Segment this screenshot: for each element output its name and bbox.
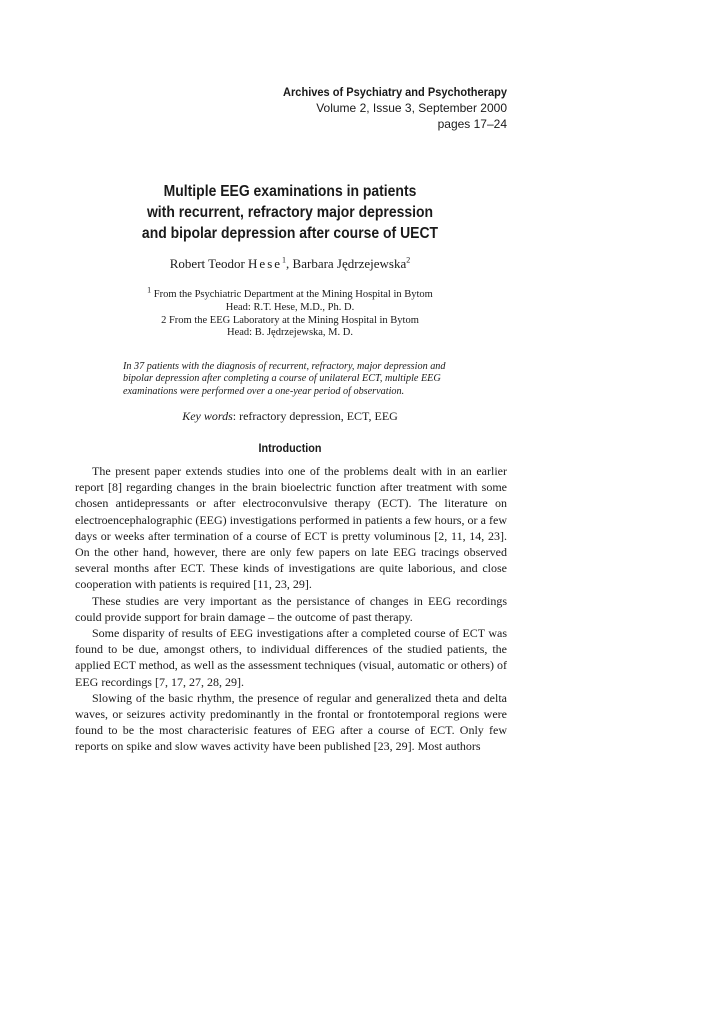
affiliation-1-head: Head: R.T. Hese, M.D., Ph. D. bbox=[225, 301, 355, 313]
author-list bbox=[100, 256, 480, 272]
title-line-1: Multiple EEG examinations in patients bbox=[163, 183, 417, 200]
journal-name: Archives of Psychiatry and Psychotherapy bbox=[283, 85, 507, 99]
abstract-line-2: bipolar depression after completing a course of unilateral ECT, multiple EEG bbox=[123, 373, 441, 385]
title-line-2: with recurrent, refractory major depression bbox=[146, 204, 434, 221]
body-paragraph-3: Some disparity of results of EEG investigations after a completed course of ECT was found to be due, amongst others, to individual differences of the studied patients, the applied ECT method, as well as the assessment techniques (visual, automatic or others) of EEG recordings [7, 17, 27, 28, 29]. bbox=[75, 626, 508, 689]
keywords-label: Key words bbox=[182, 409, 233, 423]
keywords-colon: : bbox=[232, 409, 240, 423]
journal-header bbox=[230, 84, 507, 132]
body-text bbox=[75, 463, 507, 755]
body-paragraph-2: These studies are very important as the persistance of changes in EEG recordings could provide support for brain damage – the outcome of past therapy. bbox=[75, 593, 507, 624]
keywords bbox=[100, 408, 480, 424]
affiliations bbox=[100, 285, 480, 340]
affiliation-1 bbox=[100, 285, 480, 302]
author-1-affiliation-mark: 1 bbox=[282, 255, 287, 265]
abstract-line-3: examinations were performed over a one-year period of observation. bbox=[123, 385, 405, 397]
section-heading bbox=[100, 440, 480, 456]
affiliation-1-mark: 1 bbox=[147, 285, 152, 295]
affiliation-1-text: From the Psychiatric Department at the Mining Hospital in Bytom bbox=[151, 289, 433, 300]
journal-pages: pages 17–24 bbox=[437, 117, 507, 131]
abstract-line-1: In 37 patients with the diagnosis of recurrent, refractory, major depression and bbox=[123, 361, 446, 372]
body-paragraph-1: The present paper extends studies into one of the problems dealt with in an earlier report [8] regarding changes in the brain bioelectric function after treatment with some chosen antidepressants or after electroconvulsive therapy (ECT). The literature on electroencephalographic (EEG) investigations performed in patients a few hours, or a few days or weeks after termination of a course of ECT is pretty voluminous [2, 11, 14, 23]. On the other hand, however, there are only few papers on late EEG tracings observed several months after ECT. These kinds of investigations are quite laborious, and close cooperation with patients is required [11, 23, 29]. bbox=[75, 464, 507, 592]
affiliation-2-head: Head: B. Jędrzejewska, M. D. bbox=[227, 327, 353, 339]
abstract bbox=[123, 361, 473, 398]
section-heading-text: Introduction bbox=[258, 441, 322, 455]
journal-volume: Volume 2, Issue 3, September 2000 bbox=[316, 101, 507, 115]
author-1-given-name: Robert Teodor bbox=[169, 256, 249, 271]
author-separator: , bbox=[286, 256, 293, 271]
body-paragraph-4: Slowing of the basic rhythm, the presence of regular and generalized theta and delta waves, or seizures activity predominantly in the frontal or frontotemporal regions were found to be the most characterisic features of EEG after a course of ECT. Only few reports on spike and slow waves activity have been published [23, 29]. Most authors bbox=[75, 690, 507, 754]
affiliation-2: 2 From the EEG Laboratory at the Mining Hospital in Bytom bbox=[161, 314, 419, 326]
keywords-text: refractory depression, ECT, EEG bbox=[239, 409, 398, 423]
author-2-affiliation-mark: 2 bbox=[406, 255, 411, 265]
author-2-name: Barbara Jędrzejewska bbox=[292, 256, 407, 271]
title-line-3: and bipolar depression after course of UECT bbox=[141, 225, 439, 242]
author-1-surname: Hese bbox=[248, 256, 283, 271]
article-title bbox=[100, 181, 480, 244]
